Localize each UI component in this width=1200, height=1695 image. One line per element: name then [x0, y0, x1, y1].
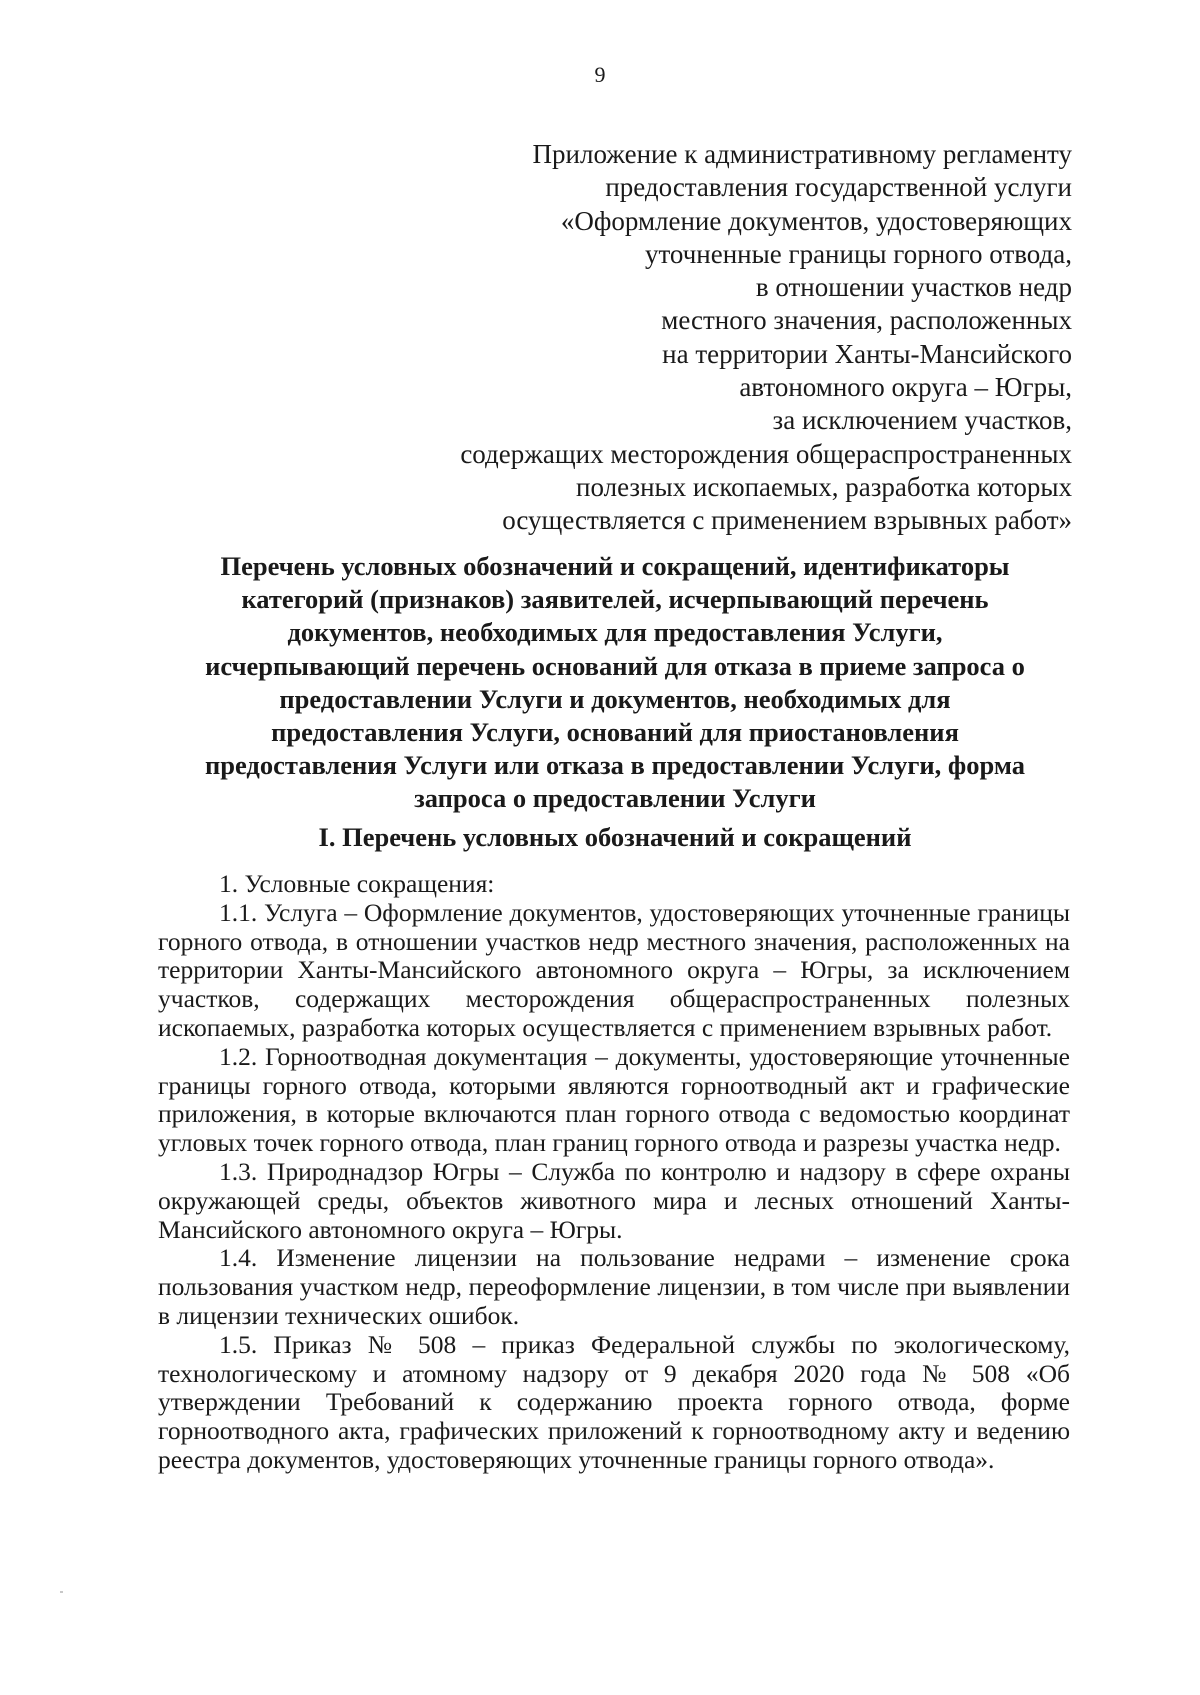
paragraph-abbreviations-intro: 1. Условные сокращения:	[219, 869, 495, 898]
title-line: документов, необходимых для предоставления Услуги,	[287, 617, 943, 648]
annex-header	[352, 138, 1072, 538]
annex-line: в отношении участков недр	[755, 272, 1072, 303]
annex-line: автономного округа – Югры,	[739, 372, 1072, 403]
annex-line: на территории Ханты-Мансийского	[662, 338, 1072, 369]
title-line: запроса о предоставлении Услуги	[414, 783, 816, 814]
annex-line: осуществляется с применением взрывных работ»	[502, 505, 1072, 536]
paragraph-1-5: 1.5. Приказ № 508 – приказ Федеральной службы по экологическому, технологическому и атомному надзору от 9 декабря 2020 года № 508 «Об утверждении Требований к содержанию проекта горного отвода, форме горноотводного акта, графических приложений к горноотводному акту и ведению реестра документов, удостоверяющих уточненные границы горного отвода».	[158, 1329, 1070, 1474]
annex-line: уточненные границы горного отвода,	[644, 238, 1072, 269]
title-line: предоставлении Услуги и документов, необходимых для	[279, 683, 951, 714]
annex-line: «Оформление документов, удостоверяющих	[560, 205, 1072, 236]
body-text	[158, 870, 1070, 1475]
title-line: исчерпывающий перечень оснований для отказа в приеме запроса о	[205, 650, 1025, 681]
paragraph-1-4: 1.4. Изменение лицензии на пользование недрами – изменение срока пользования участком недр, переоформление лицензии, в том числе при выявлении в лицензии технических ошибок.	[158, 1243, 1070, 1330]
annex-line: полезных ископаемых, разработка которых	[576, 471, 1072, 502]
annex-line: местного значения, расположенных	[661, 305, 1072, 336]
title-line: категорий (признаков) заявителей, исчерпывающий перечень	[241, 584, 989, 615]
paragraph-1-3: 1.3. Природнадзор Югры – Служба по контролю и надзору в сфере охраны окружающей среды, объектов животного мира и лесных отношений Ханты-Мансийского автономного округа – Югры.	[158, 1156, 1070, 1244]
annex-line: за исключением участков,	[772, 405, 1072, 436]
paragraph-1-1: 1.1. Услуга – Оформление документов, удостоверяющих уточненные границы горного отвода, в отношении участков недр местного значения, расположенных на территории Ханты-Мансийского автономного округа – Югры, за исключением участков, содержащих месторождения общераспространенных полезных ископаемых, разработка которых осуществляется с применением взрывных работ.	[158, 897, 1070, 1042]
document-title	[160, 550, 1070, 816]
section-heading: I. Перечень условных обозначений и сокращений	[318, 822, 912, 852]
title-line: предоставления Услуги, оснований для приостановления	[271, 717, 959, 748]
annex-line: предоставления государственной услуги	[605, 172, 1072, 203]
scan-artifact	[60, 1591, 63, 1593]
paragraph-1-2: 1.2. Горноотводная документация – документы, удостоверяющие уточненные границы горного отвода, которыми являются горноотводный акт и графические приложения, в которые включаются план горного отвода с ведомостью координат угловых точек горного отвода, план границ горного отвода и разрезы участка недр.	[158, 1041, 1070, 1158]
annex-line: Приложение к административному регламенту	[532, 139, 1072, 169]
page-number: 9	[594, 62, 606, 87]
title-line: Перечень условных обозначений и сокращений, идентификаторы	[220, 551, 1010, 581]
annex-line: содержащих месторождения общераспространенных	[460, 438, 1072, 469]
title-line: предоставления Услуги или отказа в предоставлении Услуги, форма	[205, 750, 1025, 781]
